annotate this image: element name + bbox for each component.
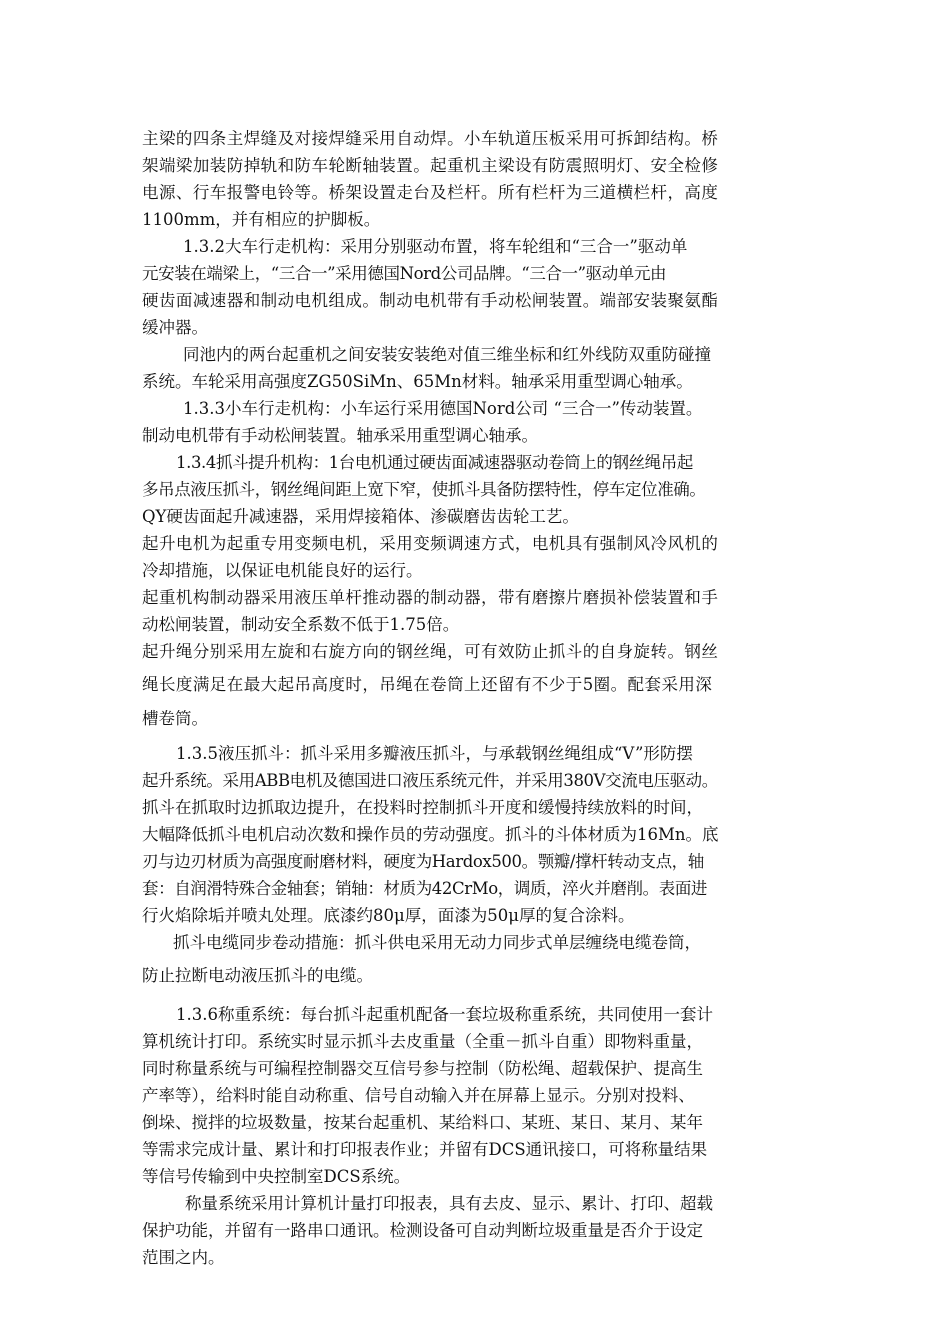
text-line: 冷却措施，以保证电机能良好的运行。	[142, 561, 423, 580]
text-line: 动松闸装置，制动安全系数不低于1.75倍。	[142, 615, 460, 634]
text-line: 系统。车轮采用高强度ZG50SiMn、65Mn材料。轴承采用重型调心轴承。	[142, 372, 693, 391]
text-line: 起升系统。采用ABB电机及德国进口液压系统元件，并采用380V交流电压驱动。	[142, 771, 718, 790]
text-line: 1100mm，并有相应的护脚板。	[142, 210, 381, 229]
text-line: 主梁的四条主焊缝及对接焊缝采用自动焊。小车轨道压板采用可拆卸结构。桥	[142, 129, 719, 148]
text-line: 硬齿面减速器和制动电机组成。制动电机带有手动松闸装置。端部安装聚氨酯	[142, 291, 719, 310]
text-line: 缓冲器。	[142, 318, 208, 337]
text-line: 起重机构制动器采用液压单杆推动器的制动器，带有磨擦片磨损补偿装置和手	[142, 588, 719, 607]
text-line: 起升绳分别采用左旋和右旋方向的钢丝绳，可有效防止抓斗的自身旋转。钢丝	[142, 642, 719, 661]
text-line: 1.3.3小车行走机构：小车运行采用德国Nord公司 “三合一”传动装置。	[183, 399, 703, 418]
text-line: 1.3.5液压抓斗：抓斗采用多瓣液压抓斗，与承载钢丝绳组成“V”形防摆	[176, 744, 693, 763]
text-line: 等需求完成计量、累计和打印报表作业；并留有DCS通讯接口，可将称量结果	[142, 1140, 708, 1159]
text-line: 产率等），给料时能自动称重、信号自动输入并在屏幕上显示。分别对投料、	[142, 1086, 695, 1105]
text-line: 1.3.6称重系统：每台抓斗起重机配备一套垃圾称重系统，共同使用一套计	[176, 1005, 713, 1024]
text-line: 同池内的两台起重机之间安装安装绝对值三维坐标和红外线防双重防碰撞	[183, 345, 711, 364]
text-line: 架端梁加装防掉轨和防车轮断轴装置。起重机主梁设有防震照明灯、安全检修	[142, 156, 719, 175]
text-line: 槽卷筒。	[142, 709, 208, 728]
text-line: 起升电机为起重专用变频电机，采用变频调速方式，电机具有强制风冷风机的	[142, 534, 719, 553]
text-line: 抓斗电缆同步卷动措施：抓斗供电采用无动力同步式单层缠绕电缆卷筒，	[173, 933, 701, 952]
text-line: 防止拉断电动液压抓斗的电缆。	[142, 966, 373, 985]
text-line: 1.3.4抓斗提升机构：1台电机通过硬齿面减速器驱动卷筒上的钢丝绳吊起	[176, 453, 693, 472]
text-line: 电源、行车报警电铃等。桥架设置走台及栏杆。所有栏杆为三道横栏杆，高度	[142, 183, 719, 202]
text-line: 抓斗在抓取时边抓取边提升，在投料时控制抓斗开度和缓慢持续放料的时间，	[142, 798, 703, 817]
text-line: 元安装在端梁上，“三合一”采用德国Nord公司品牌。“三合一”驱动单元由	[142, 264, 667, 283]
text-line: 大幅降低抓斗电机启动次数和操作员的劳动强度。抓斗的斗体材质为16Mn。底	[142, 825, 719, 844]
text-line: QY硬齿面起升减速器，采用焊接箱体、渗碳磨齿齿轮工艺。	[142, 507, 579, 526]
text-line: 算机统计打印。系统实时显示抓斗去皮重量（全重－抓斗自重）即物料重量，	[142, 1032, 703, 1051]
text-line: 等信号传输到中央控制室DCS系统。	[142, 1167, 411, 1186]
text-line: 套：自润滑特殊合金轴套；销轴：材质为42CrMo，调质，淬火并磨削。表面进	[142, 879, 708, 898]
text-line: 1.3.2大车行走机构：采用分别驱动布置，将车轮组和“三合一”驱动单	[183, 237, 688, 256]
text-line: 行火焰除垢并喷丸处理。底漆约80μ厚，面漆为50μ厚的复合涂料。	[142, 906, 635, 925]
text-line: 绳长度满足在最大起吊高度时，吊绳在卷筒上还留有不少于5圈。配套采用深	[142, 675, 713, 694]
text-line: 范围之内。	[142, 1248, 225, 1267]
text-line: 倒垛、搅拌的垃圾数量，按某台起重机、某给料口、某班、某日、某月、某年	[142, 1113, 703, 1132]
text-line: 保护功能，并留有一路串口通讯。检测设备可自动判断垃圾重量是否介于设定	[142, 1221, 703, 1240]
text-line: 同时称量系统与可编程控制器交互信号参与控制（防松绳、超载保护、提高生	[142, 1059, 703, 1078]
text-line: 制动电机带有手动松闸装置。轴承采用重型调心轴承。	[142, 426, 538, 445]
text-line: 刃与边刃材质为高强度耐磨材料，硬度为Hardox500。颚瓣/撑杆转动支点，轴	[142, 852, 704, 871]
text-line: 称量系统采用计算机计量打印报表，具有去皮、显示、累计、打印、超载	[185, 1194, 713, 1213]
text-line: 多吊点液压抓斗，钢丝绳间距上宽下窄，使抓斗具备防摆特性，停车定位准确。	[142, 480, 706, 499]
